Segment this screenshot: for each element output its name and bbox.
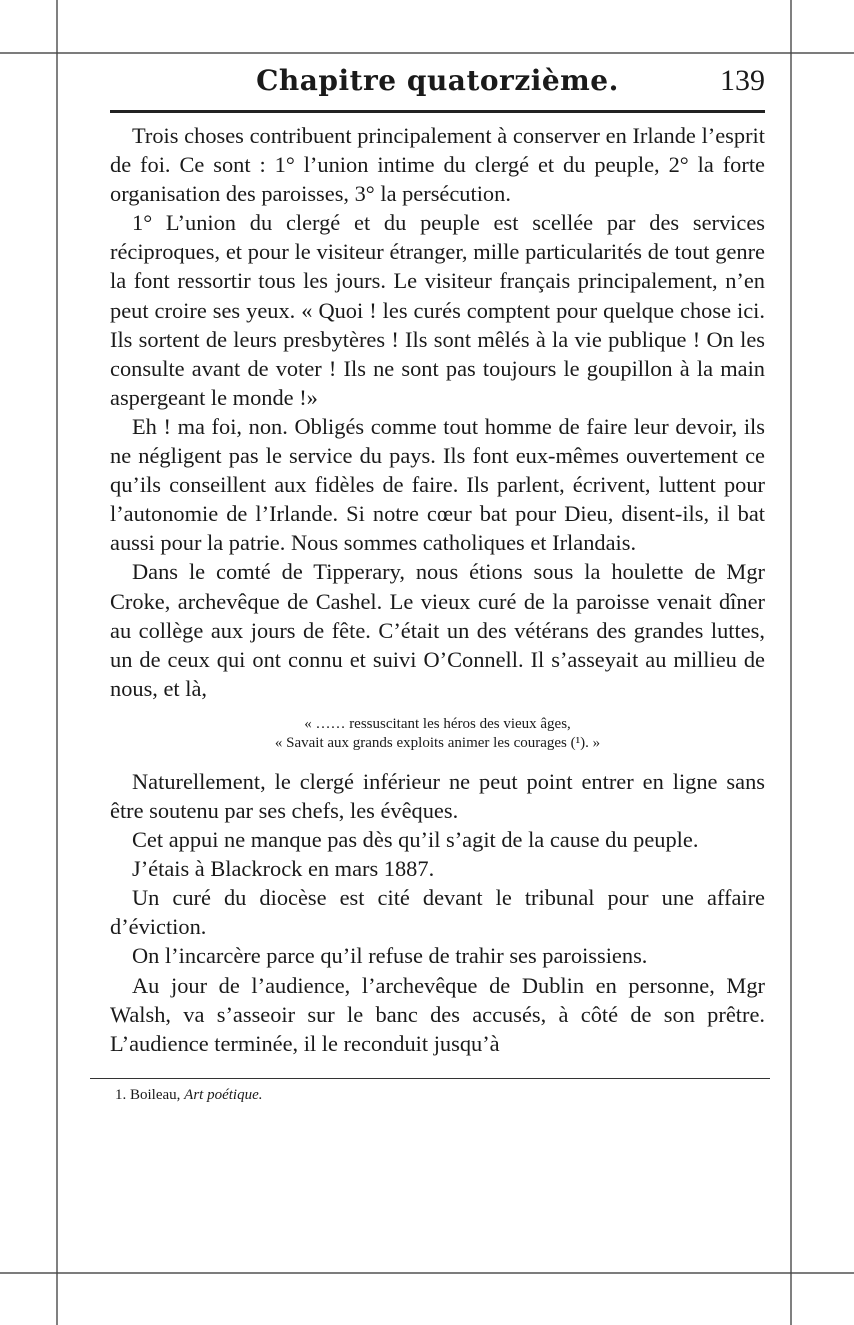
paragraph: Cet appui ne manque pas dès qu’il s’agit de la cause du peuple.: [132, 827, 699, 853]
paragraph: Trois choses contribuent principalement à conserver en Irlande l’esprit de foi. Ce sont : 1° l’union intime du clergé et du peuple, 2° la forte organisation des paroisses, 3° la persécution.: [110, 123, 765, 207]
scan-border-right: [790, 0, 792, 1325]
chapter-title: Chapitre quatorzième.: [256, 64, 619, 97]
paragraph: 1° L’union du clergé et du peuple est scellée par des services réciproques, et pour le visiteur étranger, mille particularités de tout genre la font ressortir tous les jours. Le visiteur français principalement, n’en peut croire ses yeux. « Quoi ! les curés comptent pour quelque chose ici. Ils sortent de leurs presbytères ! Ils sont mêlés à la vie publique ! On les consulte avant de voter ! Ils ne sont pas toujours le goupillon à la main aspergeant le monde !»: [110, 210, 765, 410]
scan-border-top: [0, 52, 854, 54]
paragraph: Un curé du diocèse est cité devant le tribunal pour une affaire d’éviction.: [110, 885, 765, 940]
footnote-author: Boileau,: [130, 1087, 181, 1104]
footnote: [110, 1087, 765, 1104]
scan-border-left: [56, 0, 58, 1325]
verse-line: « Savait aux grands exploits animer les courages (¹). »: [274, 734, 601, 751]
footnote-work: Art poétique.: [184, 1087, 263, 1104]
page-body: [110, 121, 765, 1058]
verse-quote: [110, 715, 765, 753]
paragraph: On l’incarcère parce qu’il refuse de trahir ses paroissiens.: [132, 943, 648, 969]
page-header: [110, 62, 765, 106]
scan-border-bottom: [0, 1272, 854, 1274]
footnote-number: 1.: [115, 1087, 127, 1104]
verse-line: « …… ressuscitant les héros des vieux âges,: [304, 715, 571, 732]
header-rule: [110, 110, 765, 113]
book-page: [110, 62, 765, 1104]
page-number: 139: [720, 64, 765, 97]
paragraph: Eh ! ma foi, non. Obligés comme tout homme de faire leur devoir, ils ne négligent pas le service du pays. Ils font eux-mêmes ouvertement ce qu’ils conseillent aux fidèles de faire. Ils parlent, écrivent, luttent pour l’autonomie de l’Irlande. Si notre cœur bat pour Dieu, disent-ils, il bat aussi pour la patrie. Nous sommes catholiques et Irlandais.: [110, 413, 765, 556]
paragraph: Au jour de l’audience, l’archevêque de Dublin en personne, Mgr Walsh, va s’asseoir sur le banc des accusés, à côté de son prêtre. L’audience terminée, il le reconduit jusqu’à: [110, 972, 765, 1056]
paragraph: J’étais à Blackrock en mars 1887.: [132, 856, 435, 882]
footnote-rule: [90, 1078, 770, 1080]
paragraph: Naturellement, le clergé inférieur ne peut point entrer en ligne sans être soutenu par ses chefs, les évêques.: [110, 768, 765, 823]
paragraph: Dans le comté de Tipperary, nous étions sous la houlette de Mgr Croke, archevêque de Cashel. Le vieux curé de la paroisse venait dîner au collège aux jours de fête. C’était un des vétérans des grandes luttes, un de ceux qui ont connu et suivi O’Connell. Il s’asseyait au millieu de nous, et là,: [110, 559, 765, 701]
